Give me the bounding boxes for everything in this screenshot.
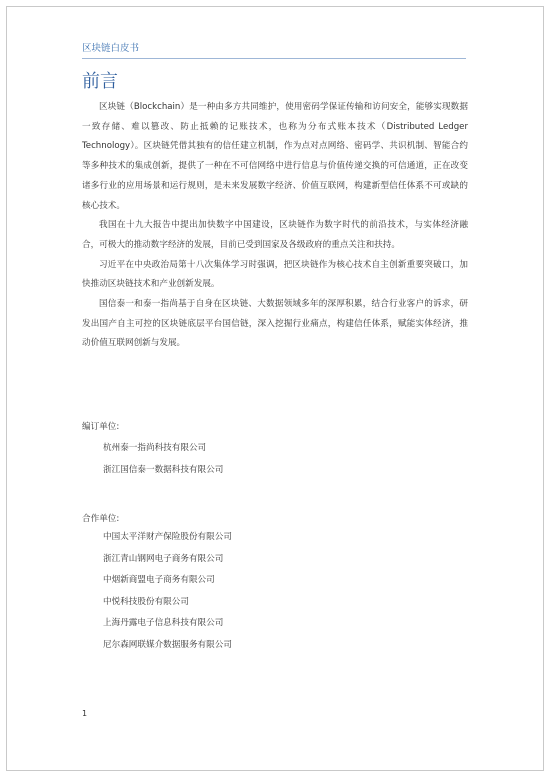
list-item: 上海丹露电子信息科技有限公司	[103, 618, 224, 629]
partners-label: 合作单位:	[82, 514, 120, 524]
list-item: 杭州泰一指尚科技有限公司	[103, 443, 207, 453]
preface-body	[82, 98, 468, 354]
partners-list	[103, 527, 232, 657]
list-item: 尼尔森网联媒介数据服务有限公司	[103, 639, 232, 650]
list-item: 中国太平洋财产保险股份有限公司	[103, 532, 232, 542]
editors-list	[103, 438, 223, 481]
editors-label: 编订单位:	[82, 422, 120, 432]
paragraph: 国信泰一和泰一指尚基于自身在区块链、大数据领域多年的深厚积累，结合行业客户的诉求，研发出国产自主可控的区块链底层平台国信链，深入挖掘行业痛点，构建信任体系，赋能实体经济，推动价值互联网创新与发展。	[82, 299, 468, 349]
paragraph: 习近平在中央政治局第十八次集体学习时强调，把区块链作为核心技术自主创新重要突破口，加快推动区块链技术和产业创新发展。	[82, 259, 468, 290]
list-item: 浙江国信泰一数据科技有限公司	[103, 464, 224, 475]
section-title: 前言	[82, 71, 118, 92]
paragraph: 我国在十九大报告中提出加快数字中国建设，区块链作为数字时代的前沿技术，与实体经济融合，可极大的推动数字经济的发展，目前已受到国家及各级政府的重点关注和扶持。	[82, 220, 468, 250]
list-item: 中悦科技股份有限公司	[103, 596, 189, 607]
paragraph: 区块链（Blockchain）是一种由多方共同维护，使用密码学保证传输和访问安全，能够实现数据一致存储、难以篡改、防止抵赖的记账技术，也称为分布式账本技术（Distributed Ledger Technology）。区块链凭借其独有的信任建立机制，作为点对点网络、密码学、共识机制、智能合约等多种技术的集成创新，提供了一种在不可信网络中进行信息与价值传递交换的可信通道，正在改变诸多行业的应用场景和运行规则，是未来发展数字经济、价值互联网，构建新型信任体系不可或缺的核心技术。	[82, 102, 468, 211]
page-number: 1	[82, 709, 88, 718]
running-header: 区块链白皮书	[82, 43, 140, 54]
list-item: 浙江青山钢网电子商务有限公司	[103, 553, 224, 564]
list-item: 中烟新商盟电子商务有限公司	[103, 575, 215, 586]
header-rule	[82, 58, 466, 59]
